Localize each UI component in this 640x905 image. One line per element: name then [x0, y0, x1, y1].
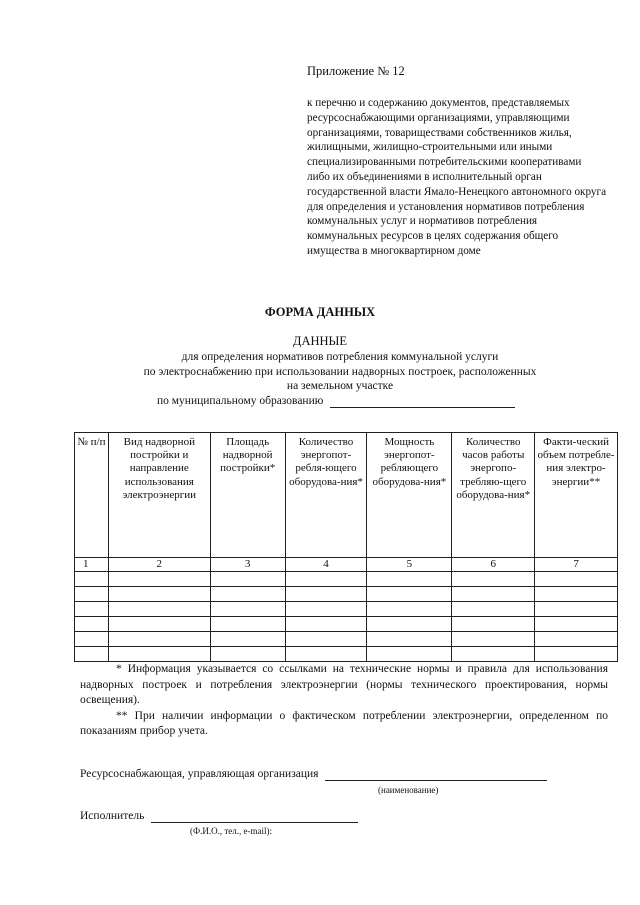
municipality-label: по муниципальному образованию — [157, 395, 324, 407]
table-row[interactable] — [75, 617, 618, 632]
column-number: 7 — [535, 558, 618, 572]
header-equipment-count: Количество энергопот-ребля-ющего оборудова-ния* — [285, 433, 367, 558]
appendix-description: к перечню и содержанию документов, представляемых ресурсоснабжающими организациями, управляющими организациями, товариществами собственников жилья, жилищными, жилищно-строительными или иными специализированными потребительскими кооперативами либо их объединениями в исполнительный орган государственной власти Ямало-Ненецкого автономного округа для определения и установления нормативов потребления коммунальных услуг и нормативов потребления коммунальных ресурсов в целях содержания общего имущества в многоквартирном доме — [307, 97, 607, 257]
organization-line — [80, 768, 547, 781]
organization-caption: (наименование) — [378, 785, 439, 795]
executor-caption: (Ф.И.О., тел., e-mail): — [190, 826, 273, 836]
table-row[interactable] — [75, 632, 618, 647]
column-number: 6 — [452, 558, 535, 572]
executor-label: Исполнитель — [80, 810, 145, 822]
column-number: 2 — [108, 558, 210, 572]
municipality-line — [157, 395, 515, 408]
footnotes — [80, 662, 608, 740]
table-row[interactable] — [75, 572, 618, 587]
form-heading: ФОРМА ДАННЫХ — [264, 305, 376, 319]
header-operating-hours: Количество часов работы энергопо-требляю-щего оборудова-ния* — [452, 433, 535, 558]
subtitle-line-2: по электроснабжению при использовании надворных построек, расположенных — [143, 365, 537, 378]
data-title: ДАННЫЕ — [292, 334, 348, 348]
footnote-2: ** При наличии информации о фактическом потреблении электроэнергии, определенном по показаниям прибор учета. — [80, 709, 608, 737]
appendix-title: Приложение № 12 — [307, 64, 405, 78]
table-row[interactable] — [75, 587, 618, 602]
header-row-number: № п/п — [75, 433, 109, 558]
column-number-row — [75, 558, 618, 572]
column-number: 1 — [75, 558, 109, 572]
organization-blank[interactable] — [325, 768, 547, 781]
header-building-type: Вид надворной постройки и направление использования электроэнергии — [108, 433, 210, 558]
organization-label: Ресурсоснабжающая, управляющая организация — [80, 768, 319, 780]
footnote-1: * Информация указывается со ссылками на технические нормы и правила для использования надворных построек и потребления электроэнергии (нормы технического проектирования, нормы освещения). — [80, 663, 608, 706]
subtitle-line-3: на земельном участке — [286, 380, 394, 392]
column-number: 4 — [285, 558, 367, 572]
executor-blank[interactable] — [151, 810, 358, 823]
subtitle-line-1: для определения нормативов потребления коммунальной услуги — [181, 351, 499, 363]
header-building-area: Площадь надворной постройки* — [210, 433, 285, 558]
header-equipment-power: Мощность энергопот-ребляющего оборудова-ния* — [367, 433, 452, 558]
column-number: 5 — [367, 558, 452, 572]
municipality-blank[interactable] — [330, 395, 515, 408]
table-header-row — [75, 433, 618, 558]
header-actual-consumption: Факти-ческий объем потребле-ния электро-энергии** — [535, 433, 618, 558]
table-row[interactable] — [75, 647, 618, 662]
data-subtitle — [140, 350, 540, 394]
table-row[interactable] — [75, 602, 618, 617]
executor-line — [80, 810, 358, 823]
data-table — [74, 432, 618, 662]
column-number: 3 — [210, 558, 285, 572]
